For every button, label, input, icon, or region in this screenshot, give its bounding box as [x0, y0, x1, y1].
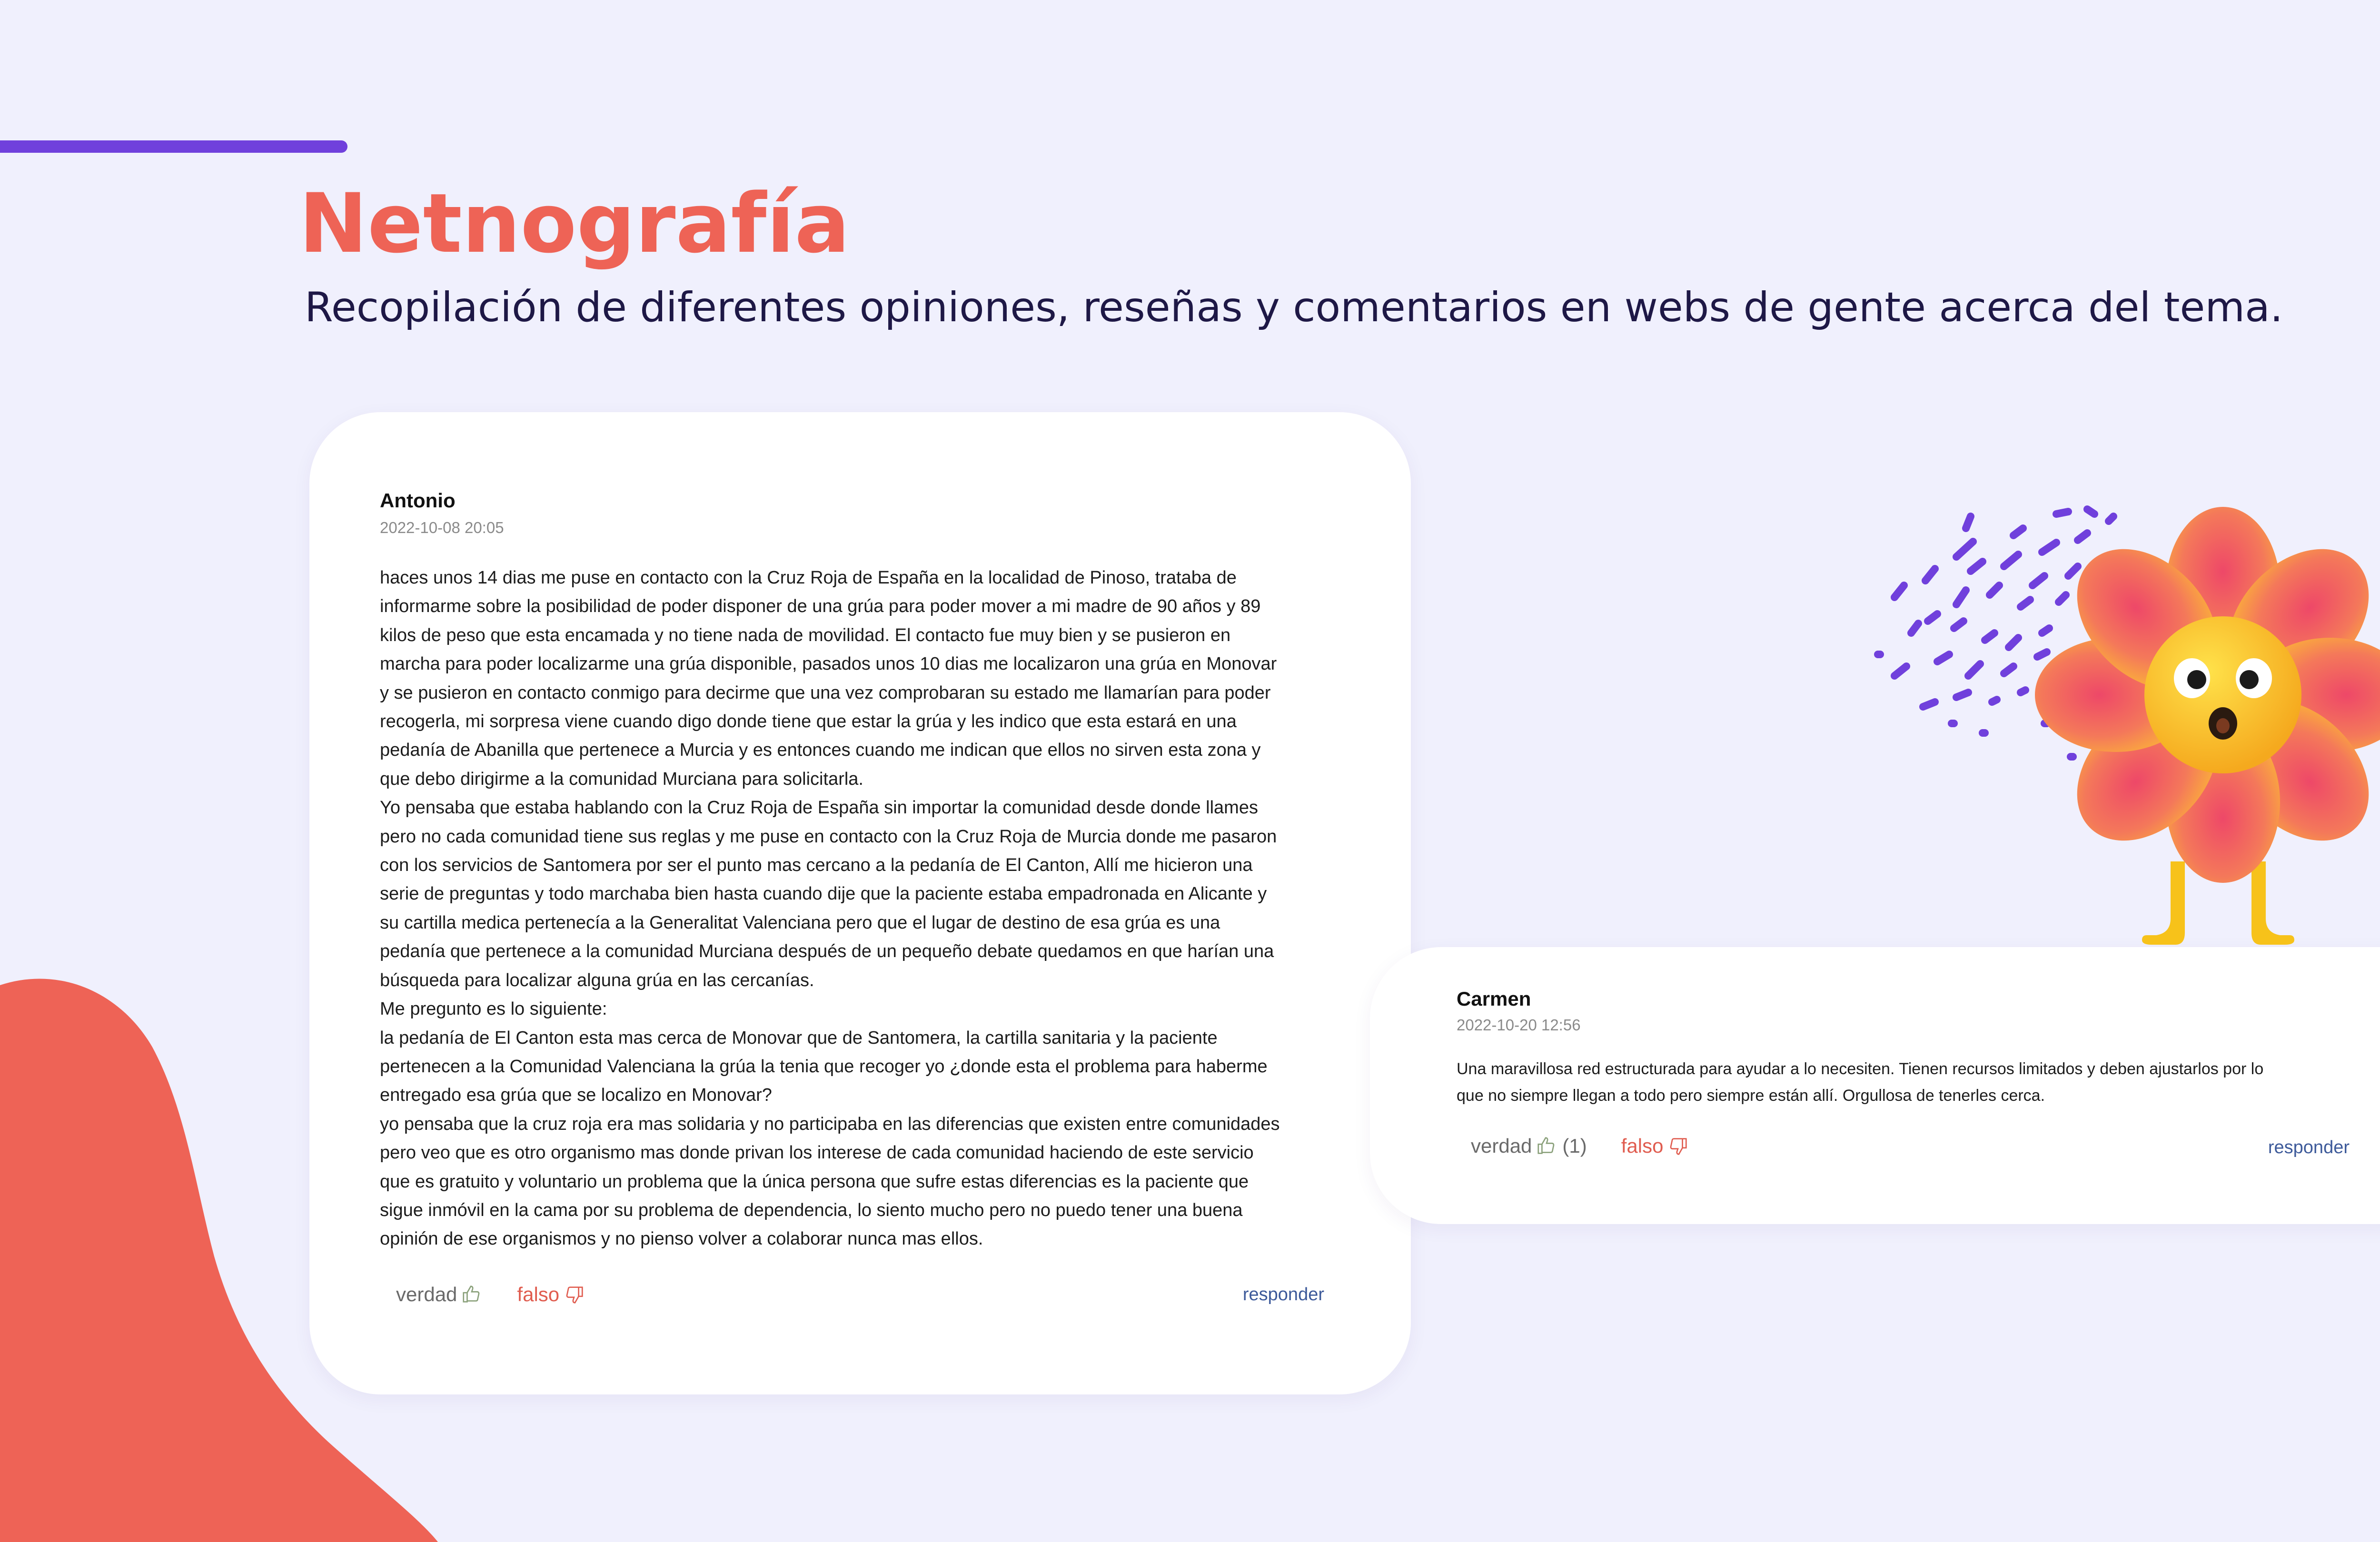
- true-label: verdad: [396, 1283, 457, 1305]
- flower-character-illustration: [1809, 490, 2380, 957]
- comment-author: Carmen: [1457, 988, 1531, 1010]
- true-label: verdad: [1471, 1135, 1532, 1157]
- thumbs-down-icon: [563, 1284, 585, 1305]
- false-vote-button[interactable]: [517, 1283, 585, 1306]
- false-vote-button[interactable]: [1621, 1135, 1689, 1157]
- page-subtitle: Recopilación de diferentes opiniones, reseñas y comentarios en webs de gente acerca del tema.: [305, 284, 2283, 331]
- reply-link[interactable]: responder: [2268, 1137, 2350, 1157]
- comment-date: 2022-10-20 12:56: [1457, 1016, 1581, 1034]
- thumbs-up-icon: [1536, 1135, 1557, 1157]
- comment-author: Antonio: [380, 489, 456, 512]
- comment-date: 2022-10-08 20:05: [380, 519, 504, 536]
- comment-card: [309, 412, 1411, 1394]
- false-label: falso: [517, 1283, 560, 1305]
- thumbs-up-icon: [461, 1284, 483, 1305]
- true-vote-button[interactable]: [1471, 1135, 1587, 1157]
- false-label: falso: [1621, 1135, 1664, 1157]
- comment-body: Una maravillosa red estructurada para ayudar a lo necesiten. Tienen recursos limitados y deben ajustarlos por lo que no siempre llegan a todo pero siempre están allí. Orgullosa de tenerles cerca.: [1457, 1060, 2264, 1105]
- page-title: Netnografía: [299, 176, 850, 271]
- comment-actions: [396, 1283, 585, 1306]
- comment-body: haces unos 14 dias me puse en contacto con la Cruz Roja de España en la localidad de Pinoso, trataba de informarme sobre la posibilidad de poder disponer de una grúa para poder mover a mi madre de 90 años y 89 kilos de peso que esta encamada y no tiene nada de movilidad. El contacto fue muy bien y se pusieron en marcha para poder localizarme una grúa disponible, pasados unos 10 dias me localizaron una grúa en Monovar y se pusieron en contacto conmigo para decirme que una vez comprobaran su estado me llamarían para poder recogerla, mi sorpresa viene cuando digo donde tiene que estar la grúa y les indico que esta estará en una pedanía de Abanilla que pertenece a Murcia y es entonces cuando me indican que ellos no sirven esta zona y que debo dirigirme a la comunidad Murciana para solicitarla. Yo pensaba que estaba hablando con la Cruz Roja de España sin importar la comunidad desde donde llames pero no cada comunidad tiene sus reglas y me puse en contacto con la Cruz Roja de Murcia donde me pasaron con los servicios de Santomera por ser el punto mas cercano a la pedanía de El Canton, Allí me hicieron una serie de preguntas y todo marchaba bien hasta cuando dije que la paciente estaba empadronada en Alicante y su cartilla medica pertenecía a la Generalitat Valenciana pero que el lugar de destino de esa grúa es una pedanía que pertenece a la comunidad Murciana después de un pequeño debate quedamos en que harían una búsqueda para localizar alguna grúa en las cercanías. Me pregunto es lo siguiente: la pedanía de El Canton esta mas cerca de Monovar que de Santomera, la cartilla sanitaria y la paciente pertenecen a la Comunidad Valenciana la grúa la tenia que recoger yo ¿donde esta el problema para haberme entregado esa grúa que se localizo en Monovar? yo pensaba que la cruz roja era mas solidaria y no participaba en las diferencias que existen entre comunidades pero veo que es otro organismo mas donde privan los interese de cada comunidad haciendo de este servicio que es gratuito y voluntario un problema que la única persona que sufre estas diferencias es la paciente que sigue inmóvil en la cama por su problema de dependencia, lo siento mucho pero no puedo tener una buena opinión de ese organismos y no pienso volver a colaborar nunca mas ellos.: [380, 568, 1280, 1249]
- comment-actions: [1471, 1135, 1689, 1157]
- true-vote-button[interactable]: [396, 1283, 483, 1306]
- reply-link[interactable]: responder: [1242, 1285, 1324, 1305]
- thumbs-down-icon: [1667, 1135, 1689, 1157]
- true-vote-count: (1): [1562, 1135, 1587, 1157]
- comment-card: [1370, 947, 2380, 1224]
- accent-bar: [0, 140, 347, 153]
